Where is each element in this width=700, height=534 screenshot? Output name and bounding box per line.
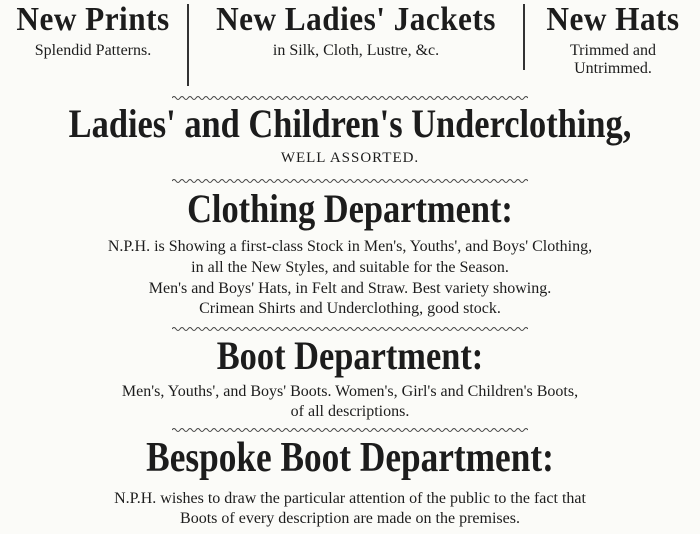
wavy-divider xyxy=(172,178,528,184)
column-subtext: Trimmed and xyxy=(569,42,657,59)
clothing-department-heading: Clothing Department: xyxy=(187,186,513,231)
clothing-line: N.P.H. is Showing a first-class Stock in Men's, Youths', and Boys' Clothing, xyxy=(107,238,593,255)
boot-line: Men's, Youths', and Boys' Boots. Women's, Girl's and Children's Boots, xyxy=(121,383,579,400)
column-heading: New Prints xyxy=(16,1,170,38)
column-subtext: in Silk, Cloth, Lustre, &c. xyxy=(272,42,440,59)
bespoke-line: N.P.H. wishes to draw the particular attention of the public to the fact that xyxy=(114,490,586,507)
header-columns xyxy=(0,0,700,92)
column-heading: New Hats xyxy=(546,1,680,38)
boot-line: of all descriptions. xyxy=(290,403,410,420)
column-divider xyxy=(523,4,525,70)
underclothing-subheading: WELL ASSORTED. xyxy=(280,150,420,166)
wavy-divider xyxy=(172,427,528,433)
bespoke-line: Boots of every description are made on the premises. xyxy=(180,510,520,527)
column-new-ladies-jackets xyxy=(190,0,522,60)
clothing-line: in all the New Styles, and suitable for the Season. xyxy=(191,259,509,276)
bespoke-boot-department-heading: Bespoke Boot Department: xyxy=(146,435,554,481)
column-heading: New Ladies' Jackets xyxy=(216,1,496,38)
column-new-hats xyxy=(526,0,700,78)
column-new-prints xyxy=(0,0,186,60)
clothing-line: Crimean Shirts and Underclothing, good stock. xyxy=(199,300,501,317)
column-divider xyxy=(187,4,189,86)
boot-department-heading: Boot Department: xyxy=(216,333,484,378)
wavy-divider xyxy=(172,326,528,332)
underclothing-heading: Ladies' and Children's Underclothing, xyxy=(68,101,632,146)
clothing-line: Men's and Boys' Hats, in Felt and Straw. Best variety showing. xyxy=(148,280,552,297)
column-subtext: Untrimmed. xyxy=(574,60,652,77)
column-subtext: Splendid Patterns. xyxy=(34,42,152,59)
